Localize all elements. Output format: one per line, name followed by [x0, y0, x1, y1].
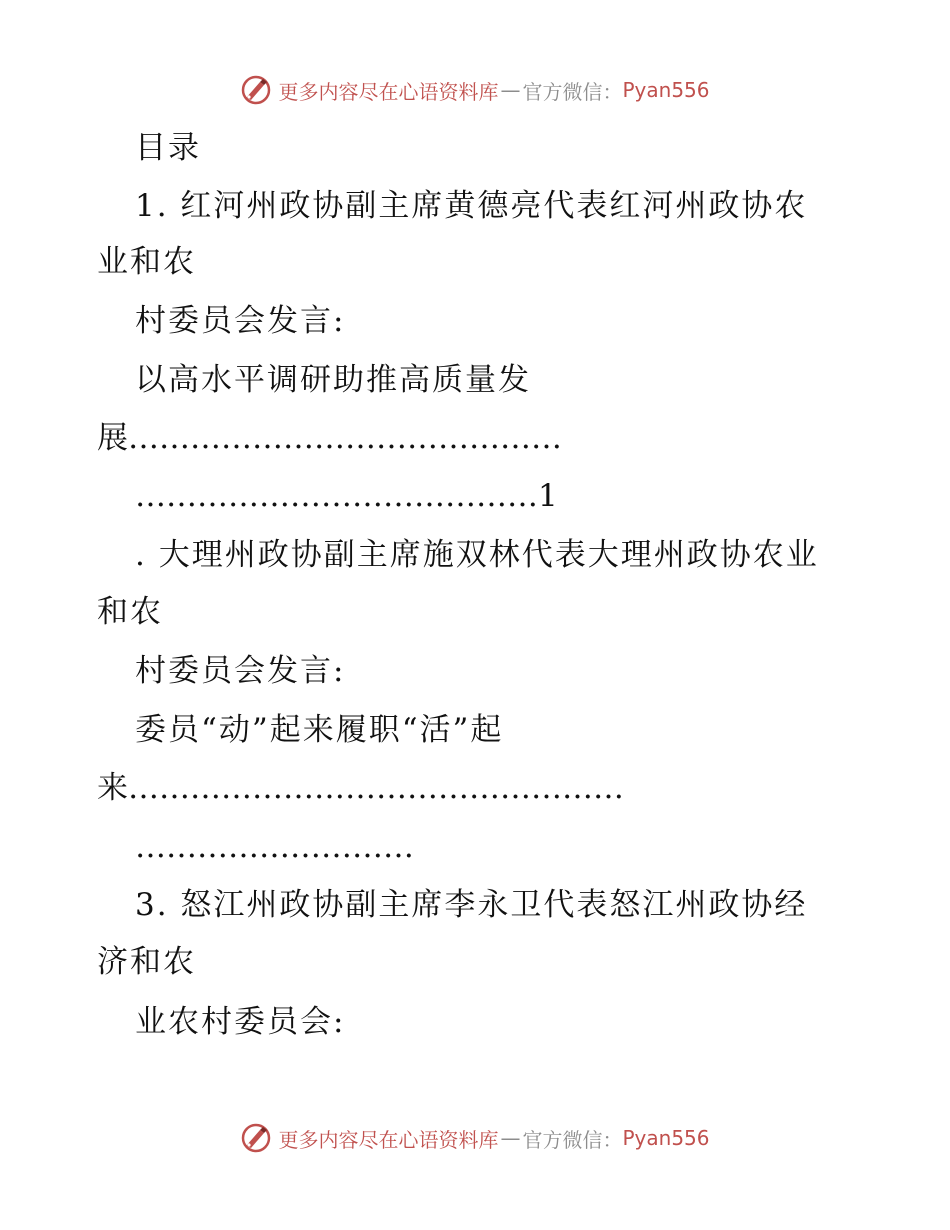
header-watermark [0, 70, 950, 110]
toc-item-1-subtitle: 村委员会发言: [135, 303, 346, 339]
watermark-account: Pyan556 [622, 78, 710, 102]
toc-item-1-title: 1. 红河州政协副主席黄德亮代表红河州政协农 [135, 188, 808, 224]
toc-item-2-title: . 大理州政协副主席施双林代表大理州政协农业 [135, 537, 819, 573]
watermark-brand: 更多内容尽在心语资料库 [278, 79, 499, 104]
pen-logo-icon [240, 1122, 272, 1154]
watermark-account: Pyan556 [622, 1126, 710, 1150]
watermark-separator: — [500, 78, 521, 102]
watermark-brand: 更多内容尽在心语资料库 [278, 1127, 499, 1152]
watermark-official-label: 官方微信： [522, 1127, 623, 1152]
pen-logo-icon [240, 74, 272, 106]
toc-item-2-page: ……………………… [135, 829, 414, 865]
toc-item-3-title-cont: 济和农 [97, 944, 196, 980]
toc-item-2-heading: 委员“动”起来履职“活”起 [135, 712, 504, 748]
toc-item-2-title-cont: 和农 [97, 594, 163, 630]
toc-item-1-page: …………………………………1 [135, 478, 558, 514]
toc-item-3-title: 3. 怒江州政协副主席李永卫代表怒江州政协经 [135, 887, 808, 923]
toc-item-3-subtitle: 业农村委员会: [135, 1004, 346, 1040]
toc-title: 目录 [135, 130, 201, 166]
toc-item-2-subtitle: 村委员会发言: [135, 653, 346, 689]
toc-item-1-title-cont: 业和农 [97, 244, 196, 280]
footer-watermark [0, 1118, 950, 1158]
toc-item-2-leader: 来………………………………………… [97, 770, 624, 806]
watermark-official-label: 官方微信： [522, 79, 623, 104]
toc-item-1-heading: 以高水平调研助推高质量发 [135, 362, 531, 398]
watermark-separator: — [500, 1126, 521, 1150]
toc-item-1-leader: 展…………………………………… [97, 420, 562, 456]
